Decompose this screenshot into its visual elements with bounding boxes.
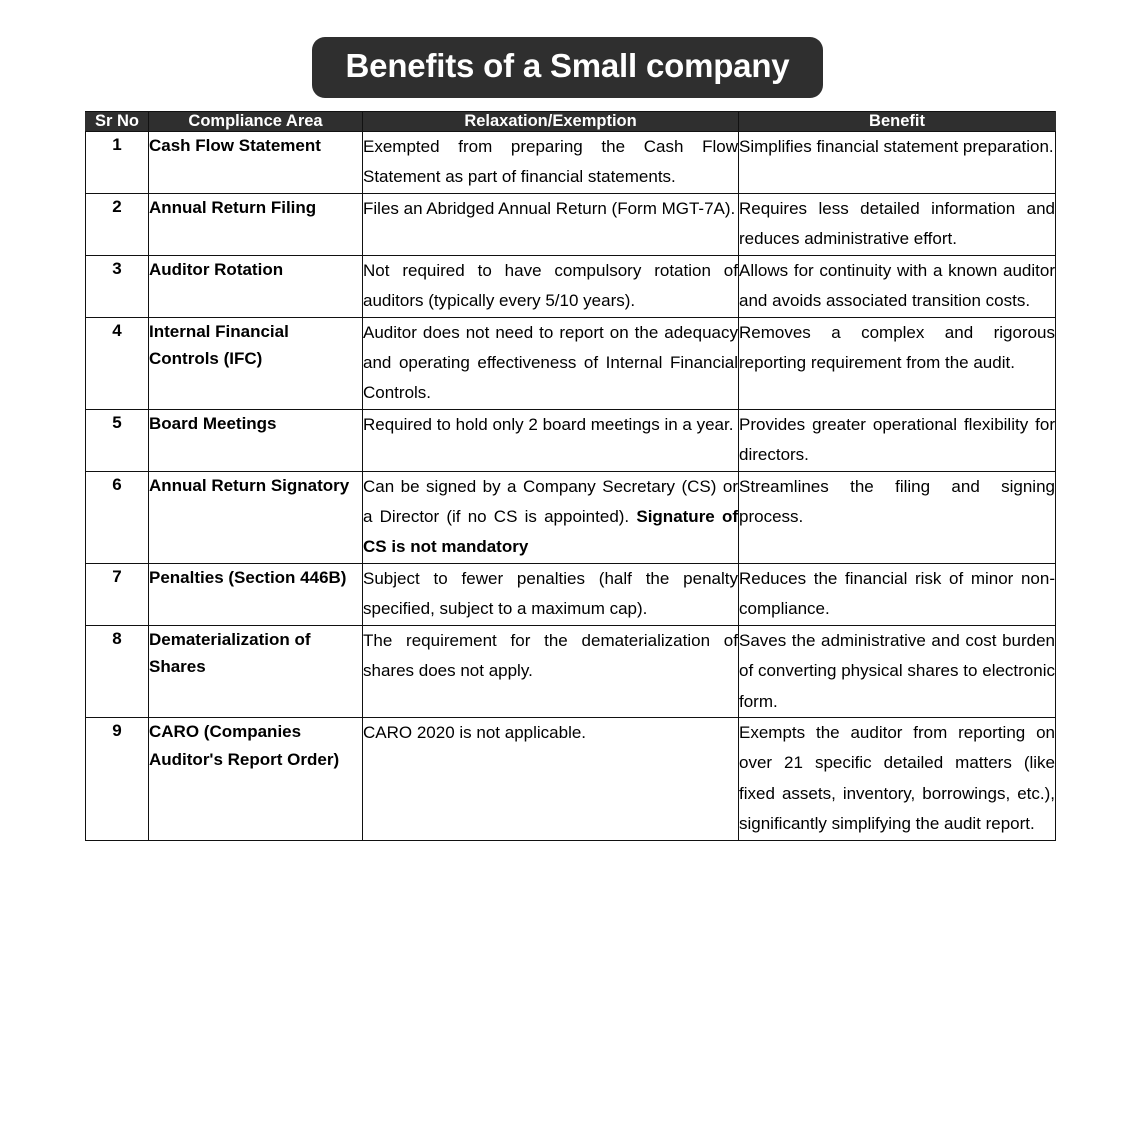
cell-sr-no: 4 [86, 317, 149, 409]
cell-compliance-area: Internal Financial Controls (IFC) [149, 317, 363, 409]
cell-benefit: Allows for continuity with a known auditor and avoids associated transition costs. [739, 255, 1056, 317]
cell-compliance-area: Cash Flow Statement [149, 132, 363, 194]
cell-benefit: Saves the administrative and cost burden of converting physical shares to electronic form. [739, 625, 1056, 717]
cell-compliance-area: Auditor Rotation [149, 255, 363, 317]
cell-relaxation-exemption: Files an Abridged Annual Return (Form MGT-7A). [363, 193, 739, 255]
cell-relaxation-exemption: Subject to fewer penalties (half the penalty specified, subject to a maximum cap). [363, 563, 739, 625]
title-banner [0, 37, 1135, 98]
table-body [86, 132, 1056, 841]
cell-relaxation-exemption: Not required to have compulsory rotation of auditors (typically every 5/10 years). [363, 255, 739, 317]
benefits-table-container [85, 111, 1055, 841]
cell-compliance-area: Board Meetings [149, 409, 363, 471]
cell-compliance-area: CARO (Companies Auditor's Report Order) [149, 718, 363, 841]
benefits-table [85, 111, 1056, 841]
table-header-row [86, 112, 1056, 132]
cell-benefit: Reduces the financial risk of minor non-compliance. [739, 563, 1056, 625]
page-title: Benefits of a Small company [312, 37, 824, 98]
table-row [86, 409, 1056, 471]
column-header-sr-no: Sr No [86, 112, 149, 132]
cell-compliance-area: Annual Return Filing [149, 193, 363, 255]
table-row [86, 471, 1056, 563]
table-row [86, 317, 1056, 409]
cell-sr-no: 5 [86, 409, 149, 471]
table-row [86, 132, 1056, 194]
cell-benefit: Removes a complex and rigorous reporting requirement from the audit. [739, 317, 1056, 409]
cell-benefit: Requires less detailed information and reduces administrative effort. [739, 193, 1056, 255]
cell-compliance-area: Annual Return Signatory [149, 471, 363, 563]
cell-sr-no: 6 [86, 471, 149, 563]
cell-relaxation-exemption: Required to hold only 2 board meetings in a year. [363, 409, 739, 471]
column-header-compliance-area: Compliance Area [149, 112, 363, 132]
cell-compliance-area: Dematerialization of Shares [149, 625, 363, 717]
cell-benefit: Simplifies financial statement preparation. [739, 132, 1056, 194]
relaxation-text-emphasis: Signature of CS is not mandatory [363, 507, 738, 557]
cell-benefit: Streamlines the filing and signing process. [739, 471, 1056, 563]
cell-relaxation-exemption [363, 471, 739, 563]
cell-sr-no: 8 [86, 625, 149, 717]
table-row [86, 718, 1056, 841]
column-header-relaxation-exemption: Relaxation/Exemption [363, 112, 739, 132]
table-row [86, 563, 1056, 625]
cell-benefit: Exempts the auditor from reporting on over 21 specific detailed matters (like fixed assets, inventory, borrowings, etc.), significantly simplifying the audit report. [739, 718, 1056, 841]
cell-sr-no: 9 [86, 718, 149, 841]
column-header-benefit: Benefit [739, 112, 1056, 132]
cell-sr-no: 1 [86, 132, 149, 194]
cell-compliance-area: Penalties (Section 446B) [149, 563, 363, 625]
cell-sr-no: 7 [86, 563, 149, 625]
cell-relaxation-exemption: CARO 2020 is not applicable. [363, 718, 739, 841]
cell-sr-no: 2 [86, 193, 149, 255]
cell-benefit: Provides greater operational flexibility for directors. [739, 409, 1056, 471]
table-row [86, 255, 1056, 317]
cell-relaxation-exemption: Exempted from preparing the Cash Flow Statement as part of financial statements. [363, 132, 739, 194]
table-header [86, 112, 1056, 132]
table-row [86, 625, 1056, 717]
relaxation-text-plain: Can be signed by a Company Secretary (CS) or a Director (if no CS is appointed). [363, 476, 738, 527]
cell-sr-no: 3 [86, 255, 149, 317]
cell-relaxation-exemption: Auditor does not need to report on the adequacy and operating effectiveness of Internal Financial Controls. [363, 317, 739, 409]
table-row [86, 193, 1056, 255]
cell-relaxation-exemption: The requirement for the dematerialization of shares does not apply. [363, 625, 739, 717]
